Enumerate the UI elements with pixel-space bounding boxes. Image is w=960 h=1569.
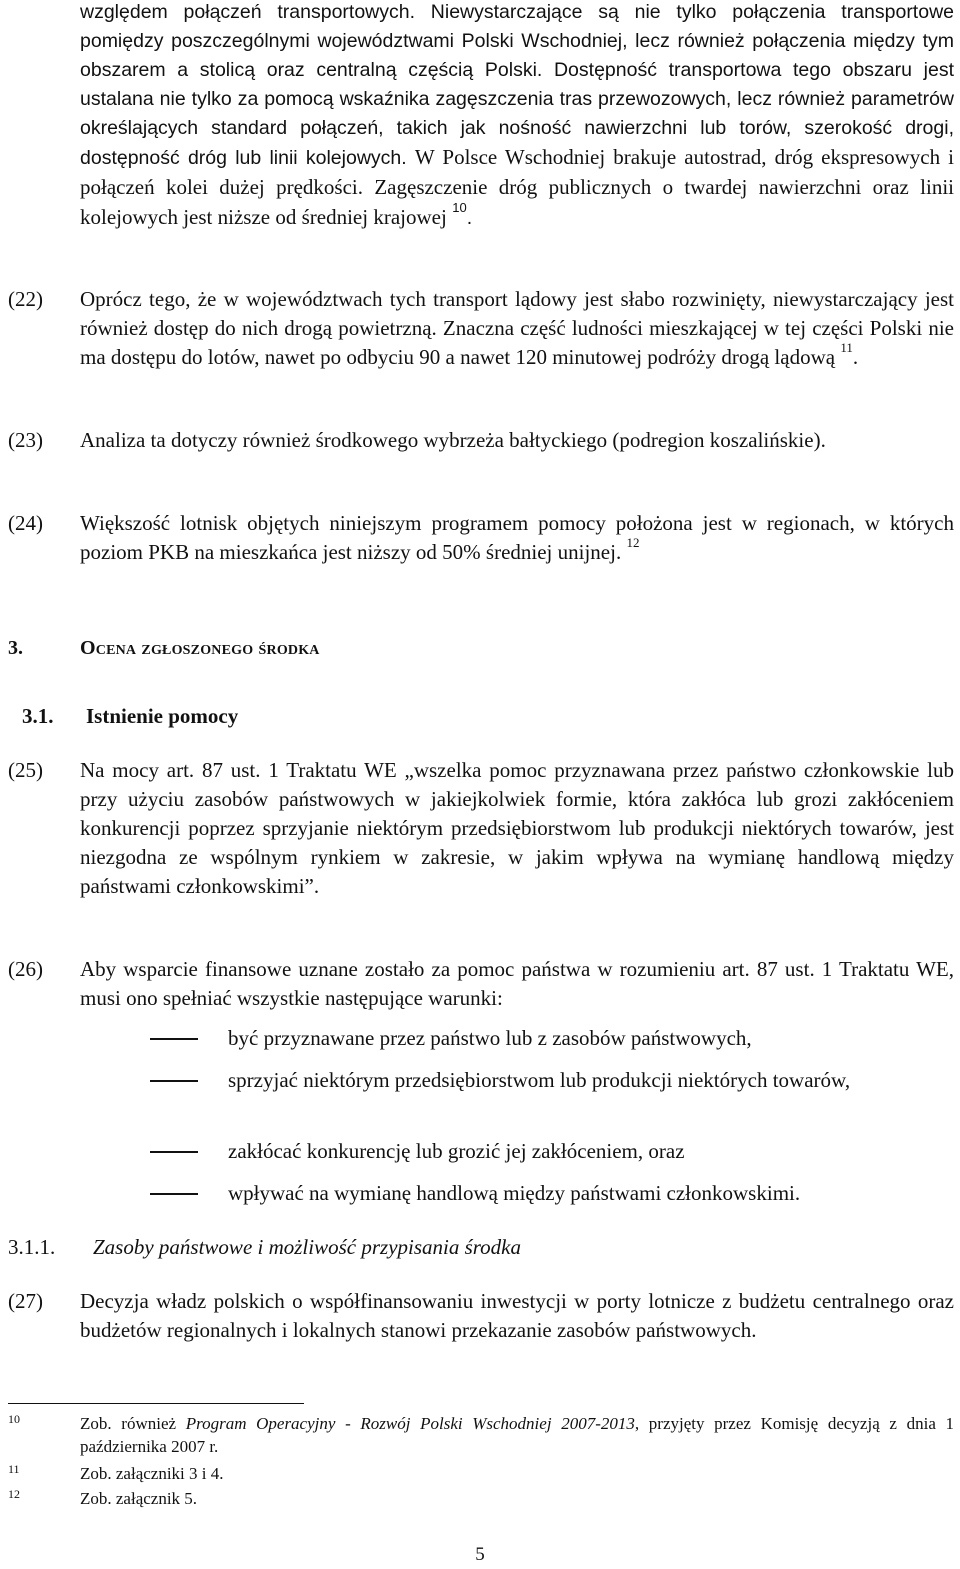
paragraph-number: (26) (8, 957, 43, 981)
paragraph-number: (23) (8, 428, 43, 452)
paragraph-number: (27) (8, 1289, 43, 1313)
footnote-number: 11 (8, 1462, 20, 1476)
section-number: 3. (8, 637, 23, 659)
paragraph-text: Decyzja władz polskich o współfinansowaniu inwestycji w porty lotnicze z budżetu centralnego oraz budżetów regionalnych i lokalnych stanowi przekazanie zasobów państwowych. (80, 1289, 954, 1342)
subsection-number: 3.1. (22, 704, 54, 728)
footnote-ref-10[interactable]: 10 (452, 200, 467, 215)
section-heading (8, 634, 320, 663)
footnote-ref-12[interactable]: 12 (626, 535, 640, 550)
intro-paragraph: względem połączeń transportowych. Niewystarczające są nie tylko połączenia transportowe pomiędzy poszczególnymi województwami Polski Wschodniej, lecz również połączenia między tym obszarem a stolicą oraz centralną częścią Polski. Dostępność transportowa tego obszaru jest ustalana nie tylko za pomocą wskaźnika zagęszczenia tras przewozowych, lecz również parametrów określających standard połączeń, takich jak nośność nawierzchni lub torów, szerokość drogi, dostępność dróg lub linii kolejowych. W Polsce Wschodniej brakuje autostrad, dróg ekspresowych i połączeń kolei dużej prędkości. Zagęszczenie dróg publicznych o twardej nawierzchni oraz linii kolejowych jest niższe od średniej krajowej $^{10}$. (80, 1, 954, 229)
section-title: Ocena zgłoszonego środka (80, 637, 320, 659)
intro-text-part2: W Polsce Wschodniej brakuje autostrad, dróg ekspresowych i połączeń kolei dużej prędkości. Zagęszczenie dróg publicznych o twardej nawierzchni oraz linii kolejowych jest niższe od średniej krajowej (80, 145, 954, 229)
page-number: 5 (475, 1544, 485, 1565)
paragraph-number: (24) (8, 511, 43, 535)
footnote-number: 12 (8, 1487, 20, 1501)
paragraph-text: Aby wsparcie finansowe uznane zostało za pomoc państwa w rozumieniu art. 87 ust. 1 Traktatu WE, musi ono spełniać wszystkie następujące warunki: (80, 957, 954, 1010)
intro-text-part1: względem połączeń transportowych. Niewystarczające są nie tylko połączenia transportowe pomiędzy poszczególnymi województwami Polski Wschodniej, lecz również połączenia między tym obszarem a stolicą oraz centralną częścią Polski. Dostępność transportowa tego obszaru jest ustalana nie tylko za pomocą wskaźnika zagęszczenia tras przewozowych, lecz również parametrów określających standard połączeń, takich jak nośność nawierzchni lub torów, szerokość drogi, dostępność dróg lub linii kolejowych. (80, 1, 954, 169)
paragraph-number: (22) (8, 287, 43, 311)
paragraph-text: Oprócz tego, że w województwach tych transport lądowy jest słabo rozwinięty, niewystarczający jest również dostęp do nich drogą powietrzną. Znaczna część ludności mieszkającej w tej części Polski nie ma dostępu do lotów, nawet po odbyciu 90 a nawet 120 minutowej podróży drogą lądową (80, 287, 954, 369)
dash-icon (150, 1151, 198, 1153)
subsubsection-number: 3.1.1. (8, 1235, 56, 1259)
subsection-heading (22, 702, 238, 731)
footnote-number: 10 (8, 1412, 20, 1426)
subsubsection-title: Zasoby państwowe i możliwość przypisania środka (93, 1235, 521, 1259)
footnote-separator (8, 1403, 304, 1404)
footnote-title: Program Operacyjny - Rozwój Polski Wschodniej 2007-2013 (185, 1414, 635, 1433)
subsubsection-heading (8, 1233, 521, 1262)
dash-icon (150, 1193, 198, 1195)
paragraph-number: (25) (8, 758, 43, 782)
dash-icon (150, 1080, 198, 1082)
paragraph-text: Większość lotnisk objętych niniejszym programem pomocy położona jest w regionach, w których poziom PKB na mieszkańca jest niższy od 50% średniej unijnej. (80, 511, 954, 564)
paragraph-text: Analiza ta dotyczy również środkowego wybrzeża bałtyckiego (podregion koszalińskie). (80, 428, 826, 452)
document-page: względem połączeń transportowych. Niewystarczające są nie tylko połączenia transportowe pomiędzy poszczególnymi województwami Polski Wschodniej, lecz również połączenia między tym obszarem a stolicą oraz centralną częścią Polski. Dostępność transportowa tego obszaru jest ustalana nie tylko za pomocą wskaźnika zagęszczenia tras przewozowych, lecz również parametrów określających standard połączeń, takich jak nośność nawierzchni lub torów, szerokość drogi, dostępność dróg lub linii kolejowych. W Polsce Wschodniej brakuje autostrad, dróg ekspresowych i połączeń kolei dużej prędkości. Zagęszczenie dróg publicznych o twardej nawierzchni oraz linii kolejowych jest niższe od średniej krajowej $^{10}$. (22) Oprócz tego, że w województwach tych transport lądowy jest słabo rozwinięty, niewystarczający jest również dostęp do nich drogą powietrzną. Znaczna część ludności mieszkającej w tej części Polski nie ma dostępu do lotów, nawet po odbyciu 90 a nawet 120 minutowej podróży drogą lądową $^{11}$. (23) Analiza ta dotyczy również środkowego wybrzeża bałtyckiego (podregion koszalińskie). (24) Większość lotnisk objętych niniejszym programem pomocy położona jest w regionach, w których poziom PKB na mieszkańca jest niższy od 50% średniej unijnej. $^{12}$ 3. Ocena zgłoszonego środka 3.1. Istnienie pomocy (25) Na mocy art. 87 ust. 1 Traktatu WE „wszelka pomoc przyznawana przez państwo członkowskie lub przy użyciu zasobów państwowych w jakiejkolwiek formie, która zakłóca lub grozi zakłóceniem konkurencji poprzez sprzyjanie niektórym przedsiębiorstwom lub produkcji niektórych towarów, jest niezgodna ze wspólnym rynkiem w zakresie, w jakim wpływa na wymianę handlową między państwami członkowskimi”. (26) Aby wsparcie finansowe uznane zostało za pomoc państwa w rozumieniu art. 87 ust. 1 Traktatu WE, musi ono spełniać wszystkie następujące warunki: być przyznawane przez państwo lub z zasobów państwowych, sprzyjać niektórym przedsiębiorstwom lub produkcji niektórych towarów, zakłócać konkurencję lub grozić jej zakłóceniem, oraz wpływać na wymianę handlową między państwami członkowskimi. 3.1.1. Zasoby państwowe i możliwość przypisania środka (27) Decyzja władz polskich o współfinansowaniu inwestycji w porty lotnicze z budżetu centralnego oraz budżetów regionalnych i lokalnych stanowi przekazanie zasobów państwowych. 10 Zob. również Program Operacyjny - Rozwój Polski Wschodniej 2007-2013, przyjęty przez Komisję decyzją z dnia 1 października 2007 r. 11 Zob. załączniki 3 i 4. 12 Zob. załącznik 5. 5 (0, 0, 960, 1569)
footnote-ref-11[interactable]: 11 (840, 340, 853, 355)
paragraph-text: Na mocy art. 87 ust. 1 Traktatu WE „wszelka pomoc przyznawana przez państwo członkowskie lub przy użyciu zasobów państwowych w jakiejkolwiek formie, która zakłóca lub grozi zakłóceniem konkurencji poprzez sprzyjanie niektórym przedsiębiorstwom lub produkcji niektórych towarów, jest niezgodna ze wspólnym rynkiem w zakresie, w jakim wpływa na wymianę handlową między państwami członkowskimi”. (80, 758, 954, 898)
subsection-title: Istnienie pomocy (86, 704, 239, 728)
dash-icon (150, 1038, 198, 1040)
